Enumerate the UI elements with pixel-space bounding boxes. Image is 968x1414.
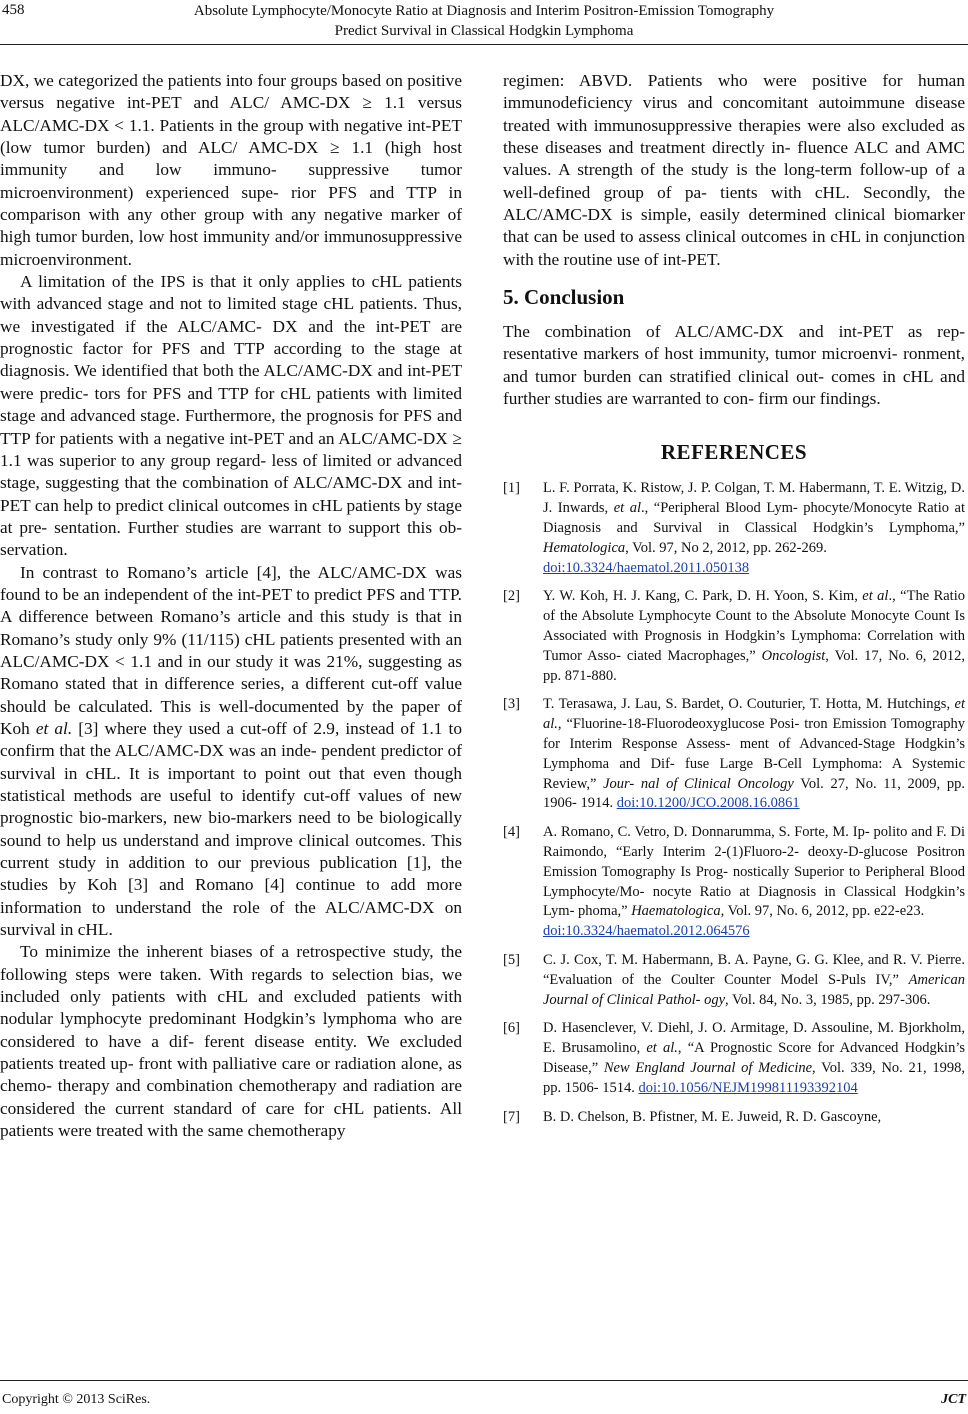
text-run: , Vol. 97, No 2, 2012, pp. 262-269. <box>625 539 827 556</box>
doi-link[interactable]: doi:10.1056/NEJM199811193392104 <box>638 1079 858 1096</box>
left-column <box>0 70 462 1143</box>
text-run: , Vol. 84, No. 3, 1985, pp. 297-306. <box>725 991 931 1008</box>
text-run: B. D. Chelson, B. Pfistner, M. E. Juweid, R. D. Gascoyne, <box>543 1108 882 1125</box>
text-run: [3] where they used a cut-off of 2.9, instead of 1.1 to confirm that the ALC/AMC-DX was an inde- pendent predictor of survival in cHL. It is important to point out that even though statistical methods are useful to identify cut-off values of new prognostic bio-markers, new bio-markers need to be biologically sound to help us understand and improve clinical outcomes. This current study in addition to our previous publication [1], the studies by Koh [3] and Romano [4] continue to add more information to understand the role of the ALC/AMC-DX on survival in cHL. <box>0 718 462 940</box>
journal-name: Oncologist <box>761 647 826 664</box>
footer-rule <box>0 1380 968 1381</box>
left-paragraph-2: A limitation of the IPS is that it only applies to cHL patients with advanced stage and not to limited stage cHL patients. Thus, we investigated if the ALC/AMC- DX and the int-PET are prognostic factor for PFS and TTP according to the stage at diagnosis. We identified that both the ALC/AMC-DX and int-PET were predic- tors for PFS and TTP for cHL patients with limited stage and advanced stage. Furthermore, the prognosis for PFS and TTP for patients with a negative int-PET and an ALC/AMC-DX ≥ 1.1 was superior to any group regard- less of limited or advanced stage, suggesting that the combination of ALC/AMC-DX and int-PET can help to predict clinical outcomes in cHL patients by stage at pre- sentation. Further studies are warrant to support this ob- servation. <box>0 272 462 560</box>
text-run: , “A Prognostic Score for Advanced Hodgkin’s Disease,” <box>543 1040 965 1076</box>
text-run: T. Terasawa, J. Lau, S. Bardet, O. Couturier, T. Hotta, M. Hutchings, <box>543 696 955 713</box>
reference-text <box>543 1019 965 1098</box>
reference-number: [5] <box>503 952 520 968</box>
text-run: , Vol. 339, No. 21, 1998, pp. 1506- 1514. <box>543 1059 966 1096</box>
reference-text <box>543 695 965 814</box>
page-number: 458 <box>2 2 25 18</box>
header-rule <box>0 44 968 45</box>
et-al-italic: et al. <box>543 696 965 733</box>
left-paragraph-3 <box>0 562 462 942</box>
reference-item <box>503 1019 965 1098</box>
reference-number: [2] <box>503 588 520 605</box>
et-al-italic: et al. <box>646 1040 678 1057</box>
text-run: In contrast to Romano’s article [4], the ALC/AMC-DX was found to be an independent of the int-PET to predict PFS and TTP. A difference between Romano’s article and this study is that in Romano’s study only 9% (11/115) cHL patients presented with an ALC/AMC-DX < 1.1 and in our study it was 21%, suggesting as Romano stated that in difference series, a different cut-off value should be calculated. This is well-documented by the paper of Koh <box>0 562 462 738</box>
page-footer <box>0 1380 968 1410</box>
et-al-italic: et al <box>862 588 889 605</box>
text-run: , Vol. 97, No. 6, 2012, pp. e22-e23. <box>720 903 925 920</box>
journal-name: New England Journal of Medicine <box>603 1059 813 1076</box>
reference-list <box>503 479 965 1127</box>
reference-item <box>503 695 965 814</box>
journal-name: American Journal of Clinical Pathol- ogy <box>543 971 965 1008</box>
text-run: Vol. 27, No. 11, 2009, pp. 1906- 1914. <box>543 775 965 812</box>
doi-link[interactable]: doi:10.1200/JCO.2008.16.0861 <box>616 795 800 812</box>
conclusion-heading: 5. Conclusion <box>503 285 625 310</box>
conclusion-paragraph: The combination of ALC/AMC-DX and int-PET as rep- resentative markers of host immunity, tumor microenvi- ronment, and tumor burden can stratified clinical out- comes in cHL and further studies are warranted to con- firm our findings. <box>503 322 965 409</box>
running-title <box>0 1 968 41</box>
journal-name: Jour- nal of Clinical Oncology <box>603 775 794 792</box>
left-paragraph-4: To minimize the inherent biases of a retrospective study, the following steps were taken. With regards to selection bias, we included only patients with cHL and excluded patients with nodular lymphocyte predominant Hodgkin’s lymphoma who are considered to have a dif- ferent disease entity. We excluded patients treated up- front with palliative care or radiation alone, as chemo- therapy and combination chemotherapy and radiation are considered the current standard of care for cHL patients. All patients were treated with the same chemotherapy <box>0 942 462 1141</box>
left-paragraph-1: DX, we categorized the patients into four groups based on positive versus negative int-PET and ALC/ AMC-DX ≥ 1.1 versus ALC/AMC-DX < 1.1. Patients in the group with negative int-PET (low tumor burden) and ALC/ AMC-DX ≥ 1.1 (high host immunity and low immuno- suppressive tumor microenvironment) experienced supe- rior PFS and TTP in comparison with any other group with any negative marker of high tumor burden, low host immunity and/or immunosuppressive microenvironment. <box>0 71 462 269</box>
reference-number: [1] <box>503 480 520 497</box>
text-run: Y. W. Koh, H. J. Kang, C. Park, D. H. Yoon, S. Kim, <box>543 588 863 605</box>
reference-text <box>543 823 965 942</box>
reference-number: [7] <box>503 1108 520 1125</box>
journal-name: Haematologica <box>631 903 721 920</box>
reference-number: [3] <box>503 696 520 713</box>
journal-abbrev: JCT <box>941 1392 966 1407</box>
reference-item <box>503 1108 965 1128</box>
reference-item <box>503 587 965 686</box>
running-title-line2: Predict Survival in Classical Hodgkin Lymphoma <box>334 23 634 39</box>
text-run: D. Hasenclever, V. Diehl, J. O. Armitage, D. Assouline, M. Bjorkholm, E. Brusamolino, <box>543 1020 965 1057</box>
right-paragraph-1: regimen: ABVD. Patients who were positive for human immunodeficiency virus and concomitant autoimmune disease treated with immunosuppressive therapies were also excluded as these diseases and treatment directly in- fluence ALC and AMC values. A strength of the study is the long-term follow-up of a well-defined group of pa- tients with cHL. Secondly, the ALC/AMC-DX is simple, easily determined clinical biomarker that can be used to assess clinical outcomes in cHL in conjunction with the routine use of int-PET. <box>503 71 965 269</box>
text-run: C. J. Cox, T. M. Habermann, B. A. Payne, G. G. Klee, and R. V. Pierre. “Evaluation of the Coulter Counter Model S-Puls IV,” <box>543 952 965 988</box>
reference-item <box>503 823 965 942</box>
reference-number: [4] <box>503 824 520 841</box>
copyright-notice: Copyright © 2013 SciRes. <box>2 1392 151 1407</box>
reference-item <box>503 479 965 578</box>
text-run: ., “The Ratio of the Absolute Lymphocyte Count to the Absolute Monocyte Count Is Associated with Prognosis in Hodgkin’s Lymphoma: Correlation with Tumor Asso- ciated Macrophages,” <box>543 588 965 664</box>
et-al-italic: et al. <box>35 718 73 738</box>
reference-item <box>503 951 965 1010</box>
et-al-italic: et al <box>613 500 641 517</box>
text-run: ., “Peripheral Blood Lym- phocyte/Monocyte Ratio at Diagnosis and Survival in Classical Hodgkin’s Lymphoma,” <box>543 500 965 537</box>
text-run: A. Romano, C. Vetro, D. Donnarumma, S. Forte, M. Ip- polito and F. Di Raimondo, “Early Interim 2-(1)Fluoro-2- deoxy-D-glucose Positron Emission Tomography Is Prog- nostically Superior to Peripheral Blood Lymphocyte/Mo- nocyte Ratio at Diagnosis in Classical Hodgkin’s Lym- phoma,” <box>543 824 965 920</box>
reference-text <box>543 479 965 578</box>
right-column <box>503 70 965 1136</box>
reference-text <box>543 587 965 686</box>
journal-name: Hematologica <box>543 539 626 556</box>
running-title-line1: Absolute Lymphocyte/Monocyte Ratio at Diagnosis and Interim Positron-Emission Tomography <box>193 3 775 19</box>
doi-link[interactable]: doi:10.3324/haematol.2011.050138 <box>543 559 750 576</box>
reference-text <box>543 1108 965 1128</box>
text-run: , Vol. 17, No. 6, 2012, pp. 871-880. <box>543 647 965 684</box>
doi-link[interactable]: doi:10.3324/haematol.2012.064576 <box>543 923 750 940</box>
references-heading: REFERENCES <box>660 440 808 465</box>
reference-text <box>543 951 965 1010</box>
text-run: , “Fluorine-18-Fluorodeoxyglucose Posi- tron Emission Tomography for Interim Response Assess- ment of Advanced-Stage Hodgkin’s Lymphoma and Dif- fuse Large B-Cell Lymphoma: A Systemic Review,” <box>543 716 965 792</box>
reference-number: [6] <box>503 1020 520 1037</box>
text-run: L. F. Porrata, K. Ristow, J. P. Colgan, T. M. Habermann, T. E. Witzig, D. J. Inwards, <box>543 480 965 517</box>
page-header <box>0 0 968 48</box>
